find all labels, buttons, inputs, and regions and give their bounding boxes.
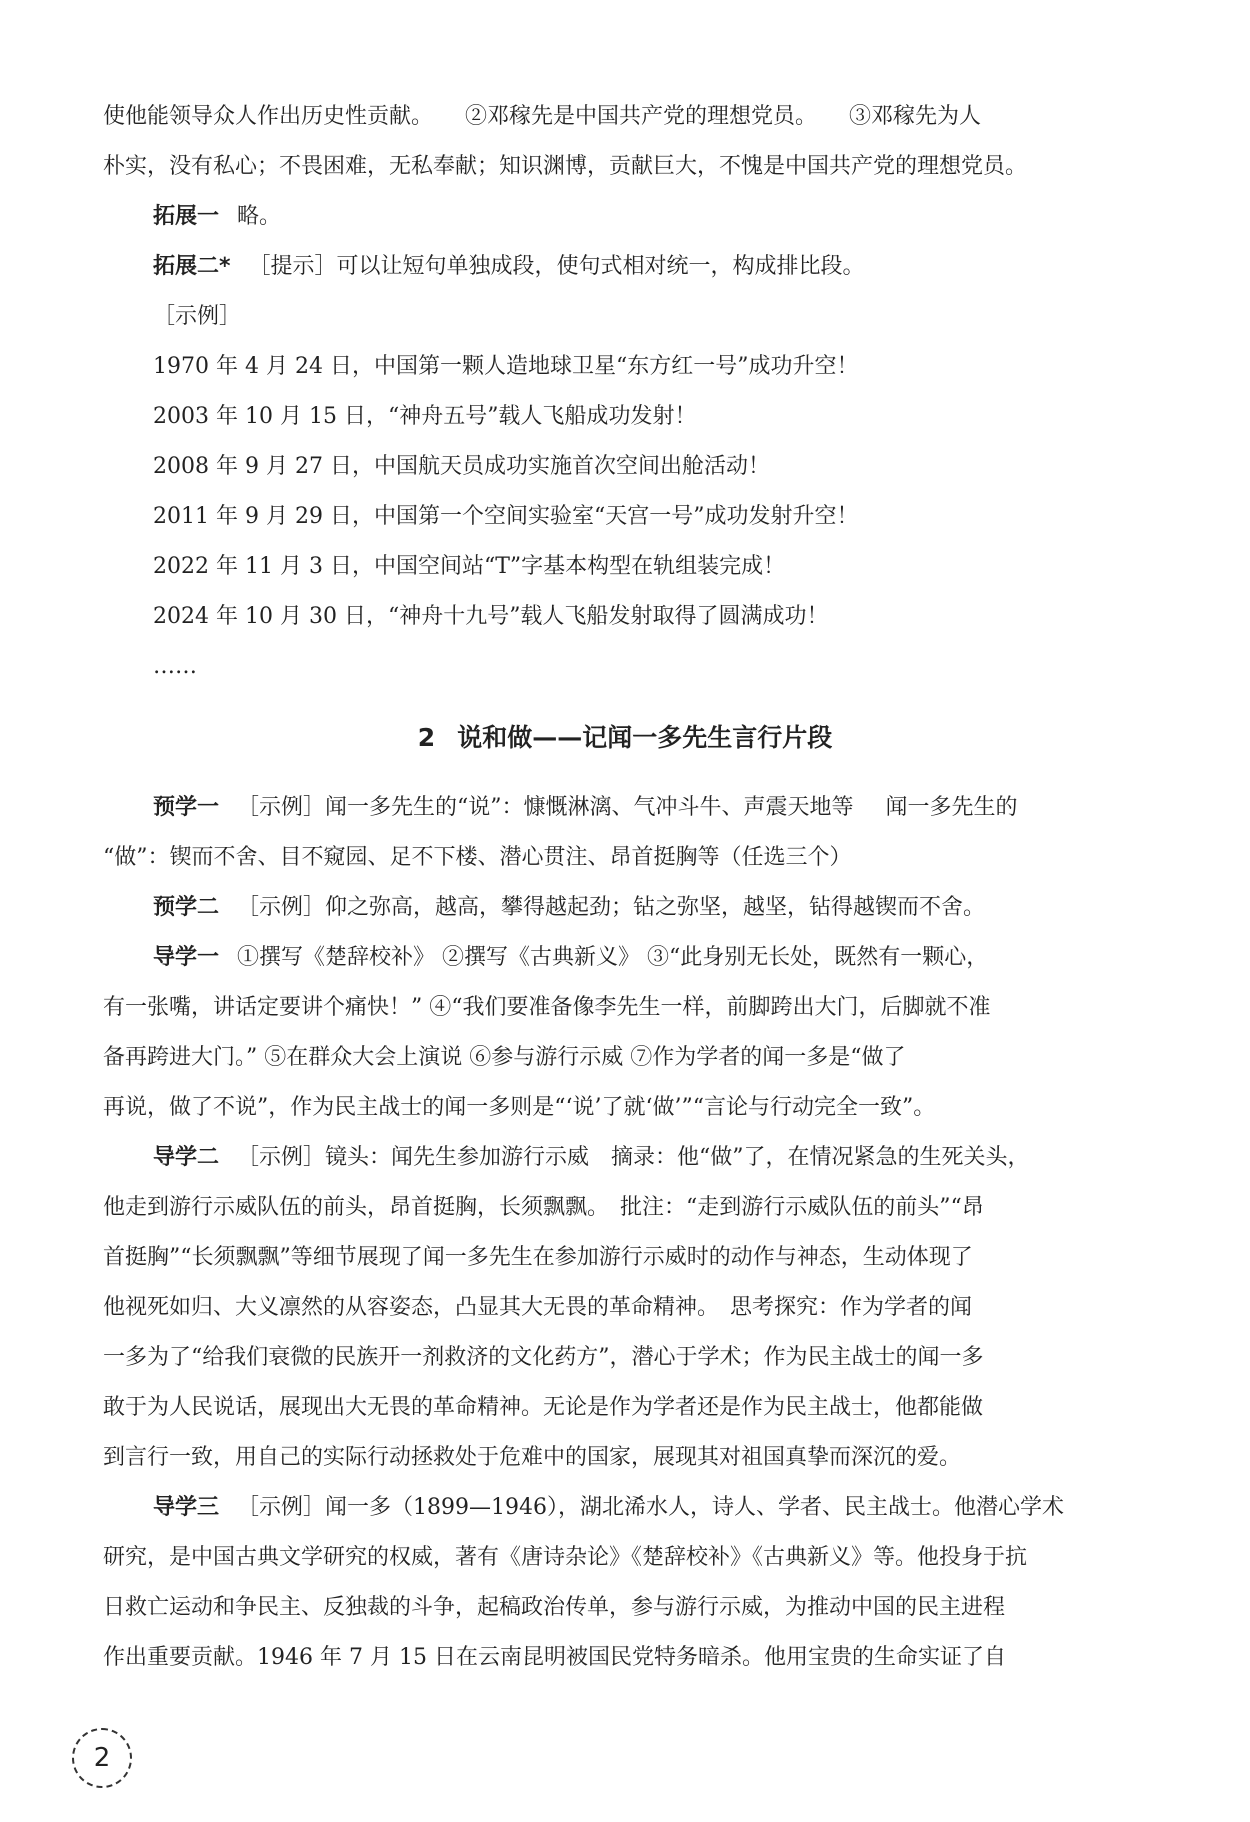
answer-text: ［示例］闻一多（1899—1946），湖北浠水人，诗人、学者、民主战士。他潜心学术 <box>237 1495 1064 1520</box>
guide-one <box>103 933 1153 983</box>
text-line: 研究，是中国古典文学研究的权威，著有《唐诗杂论》《楚辞校补》《古典新义》等。他投身于抗 <box>103 1545 1028 1570</box>
text-line: 他视死如归、大义凛然的从容姿态，凸显其大无畏的革命精神。 思考探究：作为学者的闻 <box>103 1295 973 1320</box>
answer-text: ［提示］可以让短句单独成段，使句式相对统一，构成排比段。 <box>248 254 865 279</box>
continued-answer <box>103 92 1153 692</box>
question-label: 导学一 <box>153 945 220 970</box>
preview-two <box>103 883 1153 933</box>
text-line: “做”：锲而不舍、目不窥园、足不下楼、潜心贯注、昂首挺胸等（任选三个） <box>103 845 852 870</box>
guide-two <box>103 1133 1153 1183</box>
answer-text: 使他能领导众人作出历史性贡献。 <box>103 104 434 129</box>
question-label: 拓展一 <box>153 204 220 229</box>
event-line: 2022 年 11 月 3 日，中国空间站“T”字基本构型在轨组装完成！ <box>153 554 786 579</box>
question-label: 拓展二* <box>153 254 231 279</box>
text-line: 再说，做了不说”，作为民主战士的闻一多则是“‘说’了就‘做’”“言论与行动完全一致”。 <box>103 1095 936 1120</box>
question-label: 导学二 <box>153 1145 220 1170</box>
guide-three <box>103 1483 1153 1533</box>
answer-text: ［示例］仰之弥高，越高，攀得越起劲；钻之弥坚，越坚，钻得越锲而不舍。 <box>237 895 986 920</box>
question-label: 预学二 <box>153 895 220 920</box>
section-answers <box>103 783 1153 1683</box>
ellipsis: …… <box>153 654 197 679</box>
answer-text: ②邓稼先是中国共产党的理想党员。 <box>465 104 818 129</box>
text-line: 日救亡运动和争民主、反独裁的斗争，起稿政治传单，参与游行示威，为推动中国的民主进程 <box>103 1595 1006 1620</box>
answer-text: 略。 <box>237 204 282 229</box>
text-line: 一多为了“给我们衰微的民族开一剂救济的文化药方”，潜心于学术；作为民主战士的闻一多 <box>103 1345 984 1370</box>
section-number: 2 <box>417 723 436 752</box>
text-line: 作出重要贡献。1946 年 7 月 15 日在云南昆明被国民党特务暗杀。他用宝贵的生命实证了自 <box>103 1645 1006 1670</box>
extension-one <box>103 192 1153 242</box>
text-line: 首挺胸”“长须飘飘”等细节展现了闻一多先生在参加游行示威时的动作与神态，生动体现了 <box>103 1245 973 1270</box>
event-line: 2008 年 9 月 27 日，中国航天员成功实施首次空间出舱活动！ <box>153 454 770 479</box>
text-line <box>103 92 1153 142</box>
question-label: 预学一 <box>153 795 220 820</box>
text-line: 他走到游行示威队伍的前头，昂首挺胸，长须飘飘。 批注：“走到游行示威队伍的前头”“昂 <box>103 1195 984 1220</box>
question-label: 导学三 <box>153 1495 220 1520</box>
text-line: 敢于为人民说话，展现出大无畏的革命精神。无论是作为学者还是作为民主战士，他都能做 <box>103 1395 984 1420</box>
section-title <box>0 716 1250 760</box>
section-title-text: 说和做——记闻一多先生言行片段 <box>457 723 833 752</box>
preview-one <box>103 783 1153 833</box>
event-line: 1970 年 4 月 24 日，中国第一颗人造地球卫星“东方红一号”成功升空！ <box>153 354 859 379</box>
event-line: 2024 年 10 月 30 日，“神舟十九号”载人飞船发射取得了圆满成功！ <box>153 604 829 629</box>
text-line: 有一张嘴，讲话定要讲个痛快！” ④“我们要准备像李先生一样，前脚跨出大门，后脚就不准 <box>103 995 991 1020</box>
answer-text: ［示例］镜头：闻先生参加游行示威 摘录：他“做”了，在情况紧急的生死关头， <box>237 1145 1030 1170</box>
event-line: 2011 年 9 月 29 日，中国第一个空间实验室“天宫一号”成功发射升空！ <box>153 504 859 529</box>
extension-two <box>103 242 1153 292</box>
text-line: 朴实，没有私心；不畏困难，无私奉献；知识渊博，贡献巨大，不愧是中国共产党的理想党员。 <box>103 154 1028 179</box>
example-tag: ［示例］ <box>153 304 242 329</box>
answer-text: ③邓稼先为人 <box>849 104 982 129</box>
event-line: 2003 年 10 月 15 日，“神舟五号”载人飞船成功发射！ <box>153 404 697 429</box>
answer-text: ①撰写《楚辞校补》 ②撰写《古典新义》 ③“此身别无长处，既然有一颗心， <box>237 945 989 970</box>
answer-text: 闻一多先生的 <box>885 795 1018 820</box>
answer-text: ［示例］闻一多先生的“说”：慷慨淋漓、气冲斗牛、声震天地等 <box>237 795 854 820</box>
text-line: 备再跨进大门。” ⑤在群众大会上演说 ⑥参与游行示威 ⑦作为学者的闻一多是“做了 <box>103 1045 906 1070</box>
page-number: 2 <box>72 1728 132 1788</box>
text-line: 到言行一致，用自己的实际行动拯救处于危难中的国家，展现其对祖国真挚而深沉的爱。 <box>103 1445 962 1470</box>
